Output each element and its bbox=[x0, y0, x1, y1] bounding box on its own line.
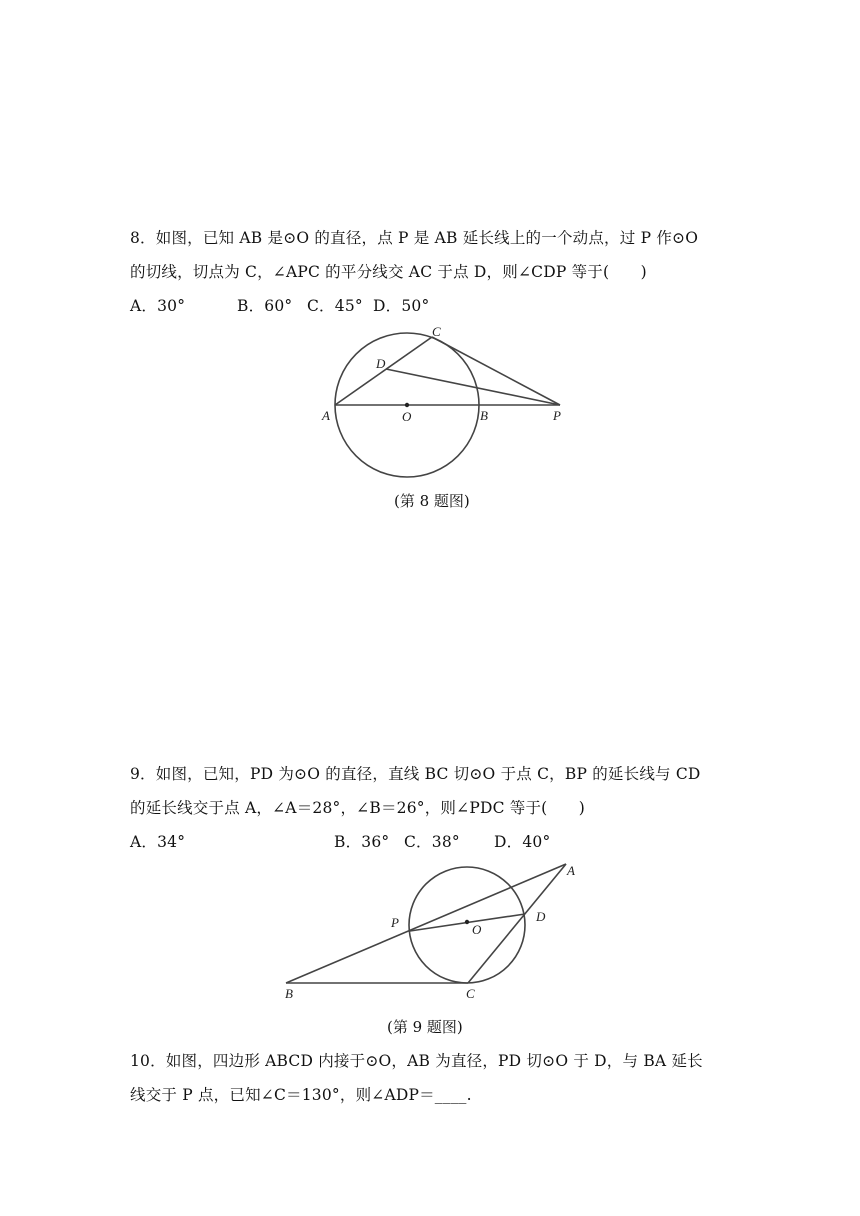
q8-center-dot bbox=[405, 403, 409, 407]
q8-option-c: C．45° bbox=[307, 297, 363, 315]
q8-text-line2: 的切线，切点为 C，∠APC 的平分线交 AC 于点 D，则∠CDP 等于( ) bbox=[130, 263, 647, 281]
q8-option-d: D．50° bbox=[373, 297, 430, 315]
q10-text-line2: 线交于 P 点，已知∠C＝130°，则∠ADP＝____. bbox=[130, 1086, 472, 1104]
q8-label-d: D bbox=[376, 356, 386, 371]
q8-line-ac bbox=[335, 337, 432, 405]
q8-text-line1: 8．如图，已知 AB 是⊙O 的直径，点 P 是 AB 延长线上的一个动点，过 P 作⊙O bbox=[130, 229, 699, 247]
q9-circle bbox=[409, 867, 525, 983]
q9-caption: (第 9 题图) bbox=[387, 1018, 463, 1036]
q8-label-b: B bbox=[480, 408, 488, 423]
q9-label-c: C bbox=[466, 986, 475, 1001]
q8-caption: (第 8 题图) bbox=[394, 492, 470, 510]
q9-option-c: C．38° bbox=[404, 833, 460, 851]
q8-option-b: B．60° bbox=[237, 297, 293, 315]
q9-option-d: D．40° bbox=[494, 833, 551, 851]
q9-center-dot bbox=[465, 920, 469, 924]
q9-option-a: A．34° bbox=[130, 833, 186, 851]
q10-text-line1: 10．如图，四边形 ABCD 内接于⊙O，AB 为直径，PD 切⊙O 于 D，与 BA 延长 bbox=[130, 1052, 703, 1070]
q9-label-o: O bbox=[472, 922, 482, 937]
q9-figure bbox=[286, 864, 566, 983]
q8-figure bbox=[335, 333, 560, 477]
q9-text-line2: 的延长线交于点 A，∠A＝28°，∠B＝26°，则∠PDC 等于( ) bbox=[130, 799, 586, 817]
q8-label-c: C bbox=[432, 324, 441, 339]
q8-label-o: O bbox=[402, 409, 412, 424]
q8-option-a: A．30° bbox=[130, 297, 186, 315]
q8-line-cp bbox=[432, 337, 560, 405]
q8-label-a: A bbox=[322, 408, 330, 423]
q9-label-d: D bbox=[536, 909, 546, 924]
q9-option-b: B．36° bbox=[334, 833, 390, 851]
q9-label-p: P bbox=[391, 915, 399, 930]
q9-text-line1: 9．如图，已知，PD 为⊙O 的直径，直线 BC 切⊙O 于点 C，BP 的延长线与 CD bbox=[130, 765, 701, 783]
q8-label-p: P bbox=[553, 408, 561, 423]
q9-label-b: B bbox=[285, 986, 293, 1001]
q9-line-ca bbox=[468, 864, 566, 983]
q9-label-a: A bbox=[567, 863, 575, 878]
